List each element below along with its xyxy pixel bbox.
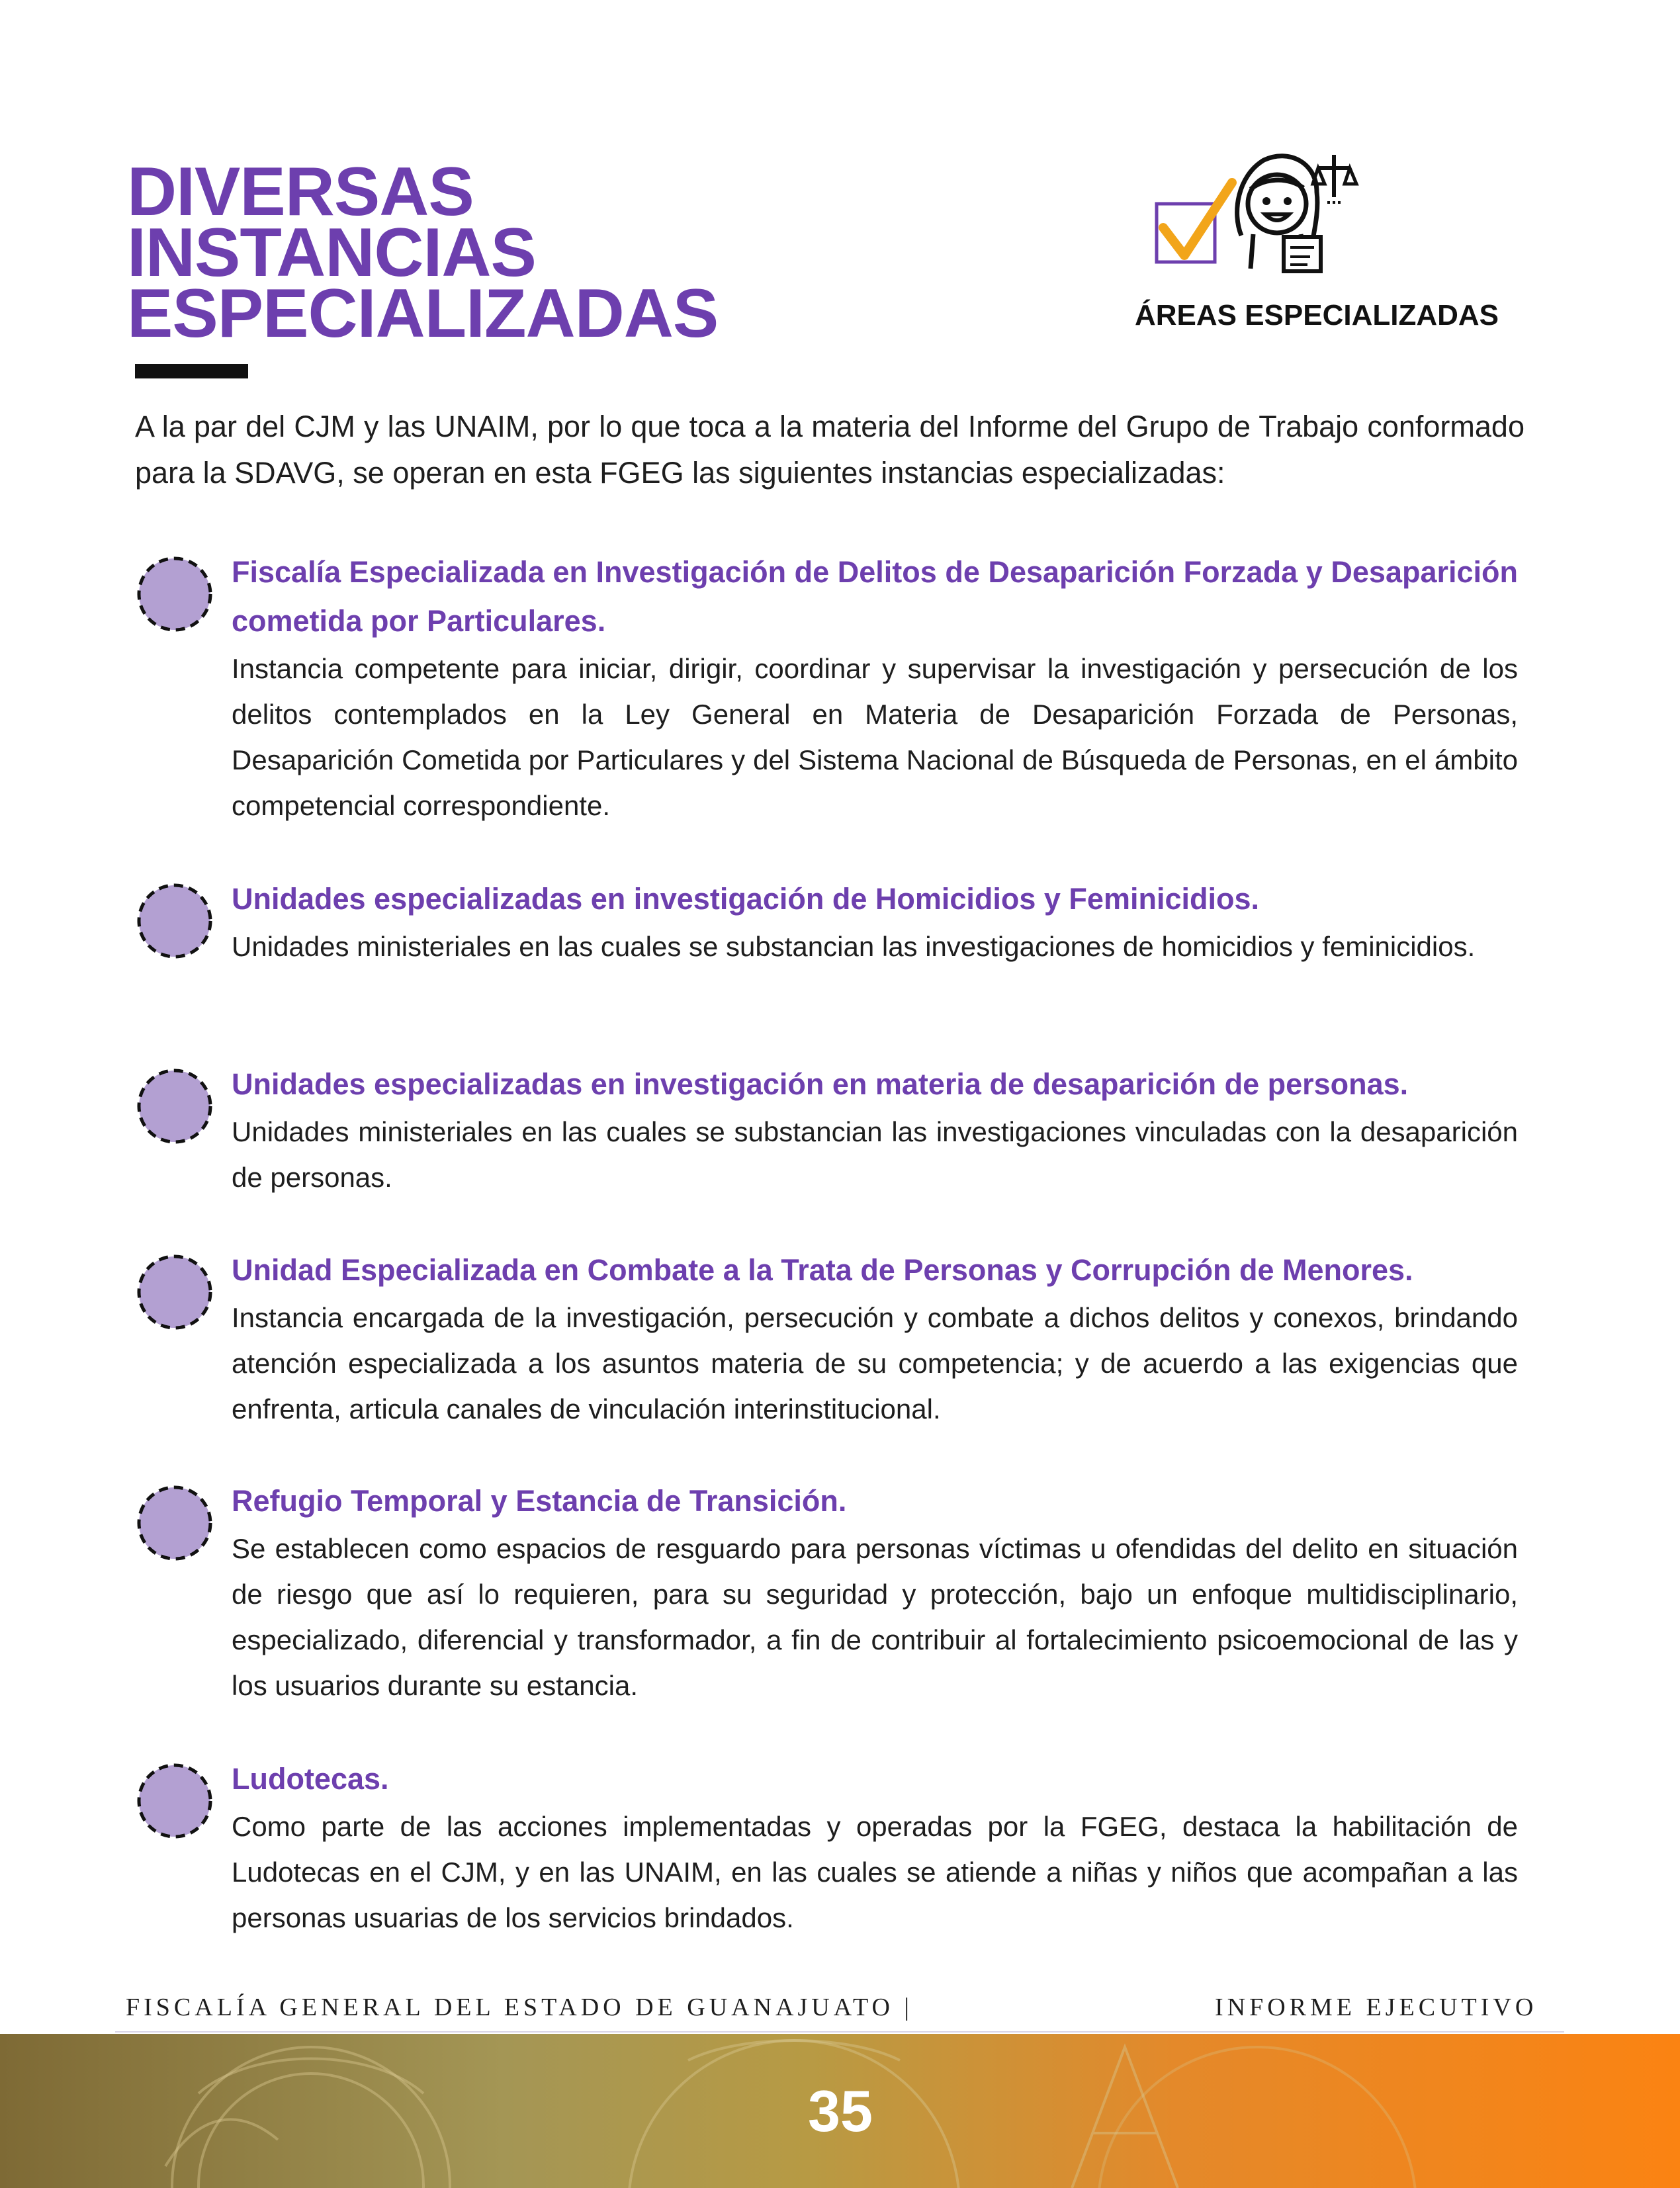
footer-institution: FISCALÍA GENERAL DEL ESTADO DE GUANAJUATO | [126, 1993, 914, 2021]
checkbox-lawyer-icon [1154, 150, 1366, 275]
item-description: Unidades ministeriales en las cuales se substancian las investigaciones vinculadas con la desaparición de personas. [232, 1116, 1518, 1193]
list-item [135, 1755, 1525, 1941]
item-title: Ludotecas. [232, 1762, 389, 1796]
bullet-circle-icon [135, 1252, 214, 1332]
footer-divider [115, 2031, 1564, 2033]
list-item [135, 1477, 1525, 1708]
list-item [135, 1060, 1525, 1200]
list-item [135, 875, 1525, 969]
page-title [127, 153, 719, 352]
item-title: Fiscalía Especializada en Investigación de Delitos de Desaparición Forzada y Desaparición cometida por Particulares. [232, 555, 1518, 638]
bullet-circle-icon [135, 881, 214, 961]
areas-especializadas-label: ÁREAS ESPECIALIZADAS [1134, 299, 1499, 331]
list-item [135, 548, 1525, 828]
intro-paragraph: A la par del CJM y las UNAIM, por lo que toca a la materia del Informe del Grupo de Trabajo conformado para la SDAVG, se operan en esta FGEG las siguientes instancias especializadas: [135, 410, 1525, 490]
title-line-3: ESPECIALIZADAS [127, 275, 719, 352]
bullet-circle-icon [135, 554, 214, 634]
item-title: Unidad Especializada en Combate a la Trata de Personas y Corrupción de Menores. [232, 1253, 1413, 1287]
page-number: 35 [808, 2078, 873, 2144]
item-description: Instancia encargada de la investigación, persecución y combate a dichos delitos y conexos, brindando atención especializada a los asuntos materia de su competencia; y de acuerdo a las exigencias que enfrenta, articula canales de vinculación interinstitucional. [232, 1302, 1518, 1424]
bullet-circle-icon [135, 1761, 214, 1841]
item-description: Como parte de las acciones implementadas y operadas por la FGEG, destaca la habilitación de Ludotecas en el CJM, y en las UNAIM, en las cuales se atiende a niñas y niños que acompañan a las personas usuarias de los servicios brindados. [232, 1811, 1518, 1933]
footer-report-name: INFORME EJECUTIVO [1215, 1993, 1538, 2021]
bullet-circle-icon [135, 1067, 214, 1146]
item-description: Se establecen como espacios de resguardo para personas víctimas u ofendidas del delito en situación de riesgo que así lo requieren, para su seguridad y protección, bajo un enfoque multidisciplinario, especializado, diferencial y transformador, a fin de contribuir al fortalecimiento psicoemocional de las y los usuarios durante su estancia. [232, 1533, 1518, 1701]
bullet-circle-icon [135, 1483, 214, 1563]
title-underline-bar [135, 364, 248, 378]
item-description: Unidades ministeriales en las cuales se substancian las investigaciones de homicidios y feminicidios. [232, 931, 1476, 962]
item-title: Unidades especializadas en investigación de Homicidios y Feminicidios. [232, 882, 1259, 916]
list-item [135, 1246, 1525, 1432]
title-line-2: INSTANCIAS [127, 214, 536, 291]
item-description: Instancia competente para iniciar, dirigir, coordinar y supervisar la investigación y persecución de los delitos contemplados en la Ley General en Materia de Desaparición Forzada de Personas, Desaparición Cometida por Particulares y del Sistema Nacional de Búsqueda de Personas, en el ámbito competencial correspondiente. [232, 653, 1518, 821]
item-title: Unidades especializadas en investigación en materia de desaparición de personas. [232, 1067, 1409, 1101]
item-title: Refugio Temporal y Estancia de Transición. [232, 1484, 847, 1518]
title-line-1: DIVERSAS [127, 153, 474, 230]
